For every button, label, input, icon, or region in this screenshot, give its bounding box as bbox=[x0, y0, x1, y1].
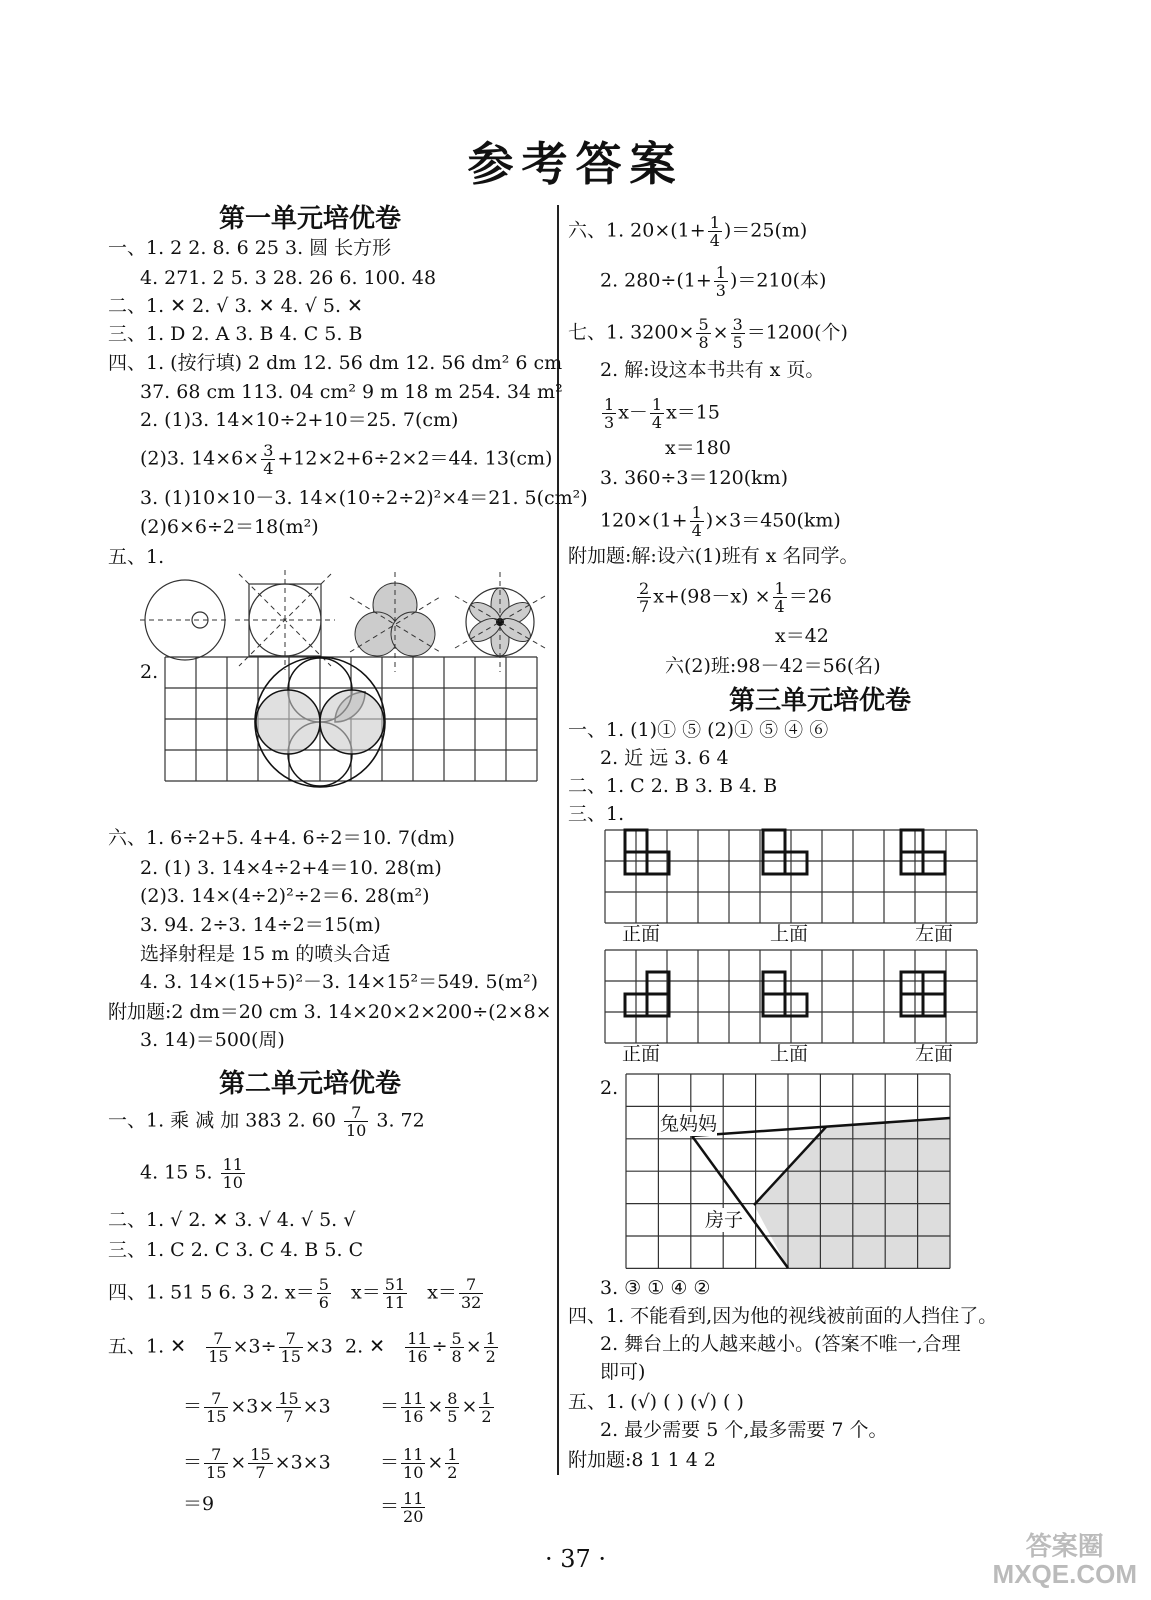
unit1-line: 4. 271. 2 5. 3 28. 26 6. 100. 48 bbox=[140, 267, 437, 289]
denominator: 2 bbox=[481, 1407, 492, 1426]
text: 4. 15 5. bbox=[140, 1161, 213, 1184]
unit1-line: (2)6×6÷2＝18(m²) bbox=[140, 516, 319, 538]
numerator: 5 bbox=[698, 315, 709, 334]
view-label-top: 上面 bbox=[770, 923, 809, 945]
unit2-calc1: ＝9 bbox=[183, 1493, 215, 1515]
text: x＝ bbox=[427, 1281, 457, 1304]
fraction bbox=[445, 1390, 459, 1425]
view-cell bbox=[647, 852, 669, 874]
fraction bbox=[450, 1330, 464, 1365]
numerator: 11 bbox=[403, 1389, 424, 1408]
unit3-line: 即可) bbox=[600, 1361, 646, 1383]
numerator: 1 bbox=[709, 213, 720, 232]
numerator: 3 bbox=[263, 441, 274, 460]
unit3-line: 2. 最少需要 5 个,最多需要 7 个。 bbox=[600, 1419, 888, 1441]
watermark-text: 答案圈 bbox=[1025, 1531, 1104, 1561]
text: 2. ✕ bbox=[345, 1335, 386, 1358]
numerator: 1 bbox=[691, 503, 702, 522]
right-line bbox=[568, 214, 807, 249]
fraction bbox=[650, 396, 664, 431]
denominator: 7 bbox=[639, 597, 650, 616]
numerator: 7 bbox=[204, 1446, 228, 1464]
unit1-line: 4. 3. 14×(15+5)²－3. 14×15²＝549. 5(m²) bbox=[140, 971, 539, 993]
numerator: 2 bbox=[639, 579, 650, 598]
numerator: 3 bbox=[732, 315, 743, 334]
denominator: 8 bbox=[698, 333, 709, 352]
unit1-line: 附加题:2 dm＝20 cm 3. 14×20×2×200÷(2×8× bbox=[108, 1001, 552, 1023]
fraction bbox=[445, 1446, 459, 1481]
unit1-heading: 第一单元培优卷 bbox=[218, 204, 401, 234]
unit2-calc2 bbox=[345, 1330, 500, 1365]
unit2-line bbox=[108, 1104, 425, 1139]
view-label-front: 正面 bbox=[622, 923, 661, 945]
text: x－ bbox=[618, 401, 648, 424]
numerator: 7 bbox=[459, 1276, 483, 1294]
fraction bbox=[383, 1276, 407, 1311]
unit1-line: 3. 94. 2÷3. 14÷2＝15(m) bbox=[140, 914, 381, 936]
unit1-line: 一、1. 2 2. 8. 6 25 3. 圆 长方形 bbox=[108, 237, 392, 259]
fraction bbox=[401, 1390, 425, 1425]
unit1-line: 37. 68 cm 113. 04 cm² 9 m 18 m 254. 34 m² bbox=[140, 381, 563, 403]
unit1-line: 四、1. (按行填) 2 dm 12. 56 dm 12. 56 dm² 6 cm bbox=[108, 352, 563, 374]
view-cell bbox=[923, 972, 945, 994]
unit2-line bbox=[140, 1156, 247, 1191]
text: 一、1. 乘 减 加 383 2. 60 bbox=[108, 1109, 336, 1132]
unit2-line: 二、1. √ 2. ✕ 3. √ 4. √ 5. √ bbox=[108, 1209, 356, 1231]
unit2-line bbox=[108, 1276, 485, 1311]
numerator: 1 bbox=[651, 395, 663, 414]
right-line bbox=[600, 396, 720, 431]
view-cell bbox=[901, 852, 923, 874]
text: 四、1. 51 5 6. 3 2. x＝ bbox=[108, 1281, 315, 1304]
text: × bbox=[461, 1395, 478, 1418]
fraction bbox=[459, 1276, 483, 1311]
fraction bbox=[773, 580, 787, 615]
view-cell bbox=[923, 994, 945, 1016]
text: × bbox=[427, 1395, 444, 1418]
text: 3. 72 bbox=[376, 1109, 425, 1132]
text: × bbox=[712, 321, 729, 344]
unit2-calc1 bbox=[183, 1390, 331, 1425]
denominator: 20 bbox=[403, 1507, 424, 1526]
text: ＝ bbox=[183, 1451, 203, 1474]
views-grid-a bbox=[605, 828, 985, 924]
text: ÷ bbox=[431, 1335, 448, 1358]
denominator: 7 bbox=[283, 1407, 294, 1426]
denominator: 2 bbox=[447, 1463, 458, 1482]
fraction bbox=[479, 1390, 493, 1425]
fraction bbox=[221, 1156, 245, 1191]
denominator: 3 bbox=[604, 413, 615, 432]
unit1-line: 2. (1)3. 14×10÷2+10＝25. 7(cm) bbox=[140, 409, 459, 431]
numerator: 11 bbox=[222, 1155, 243, 1174]
figure-square-circle bbox=[235, 570, 335, 670]
watermark-text: MXQE.COM bbox=[992, 1559, 1137, 1589]
unit1-line: (2)3. 14×(4÷2)²÷2＝6. 28(m²) bbox=[140, 885, 430, 907]
denominator: 15 bbox=[206, 1407, 227, 1426]
page-title: 参考答案 bbox=[467, 137, 684, 191]
denominator: 7 bbox=[255, 1463, 266, 1482]
denominator: 6 bbox=[318, 1293, 329, 1312]
fraction bbox=[602, 396, 616, 431]
denominator: 15 bbox=[280, 1347, 301, 1366]
right-line bbox=[568, 316, 848, 351]
fraction bbox=[484, 1330, 498, 1365]
view-cell bbox=[763, 994, 785, 1016]
denominator: 10 bbox=[403, 1463, 424, 1482]
denominator: 4 bbox=[774, 597, 785, 616]
unit2-heading: 第二单元培优卷 bbox=[218, 1069, 401, 1099]
view-cell bbox=[763, 830, 785, 852]
text: 六、1. 20×(1+ bbox=[568, 219, 706, 242]
text: )＝25(m) bbox=[723, 219, 808, 242]
denominator: 4 bbox=[691, 521, 702, 540]
denominator: 3 bbox=[715, 281, 726, 300]
numerator: 1 bbox=[481, 1389, 492, 1408]
denominator: 8 bbox=[451, 1347, 462, 1366]
text: x+(98－x) × bbox=[653, 585, 771, 608]
unit3-line: 2. 近 远 3. 6 4 bbox=[600, 747, 729, 769]
unit1-line: 3. 14)＝500(周) bbox=[140, 1029, 285, 1051]
unit3-line: 二、1. C 2. B 3. B 4. B bbox=[568, 775, 778, 797]
denominator: 10 bbox=[222, 1173, 243, 1192]
fraction bbox=[279, 1330, 303, 1365]
text: 五、1. ✕ bbox=[108, 1335, 187, 1358]
text: × bbox=[465, 1335, 482, 1358]
denominator: 5 bbox=[732, 333, 743, 352]
numerator: 1 bbox=[485, 1329, 496, 1348]
fraction bbox=[344, 1104, 368, 1139]
fraction bbox=[204, 1390, 228, 1425]
sightline-grid bbox=[626, 1074, 950, 1268]
fraction bbox=[714, 264, 728, 299]
unit1-line: 五、1. bbox=[108, 546, 165, 568]
unit3-line: 五、1. (√) ( ) (√) ( ) bbox=[568, 1391, 744, 1413]
fraction bbox=[248, 1446, 272, 1481]
view-cell bbox=[901, 972, 923, 994]
numerator: 8 bbox=[447, 1389, 458, 1408]
text: )×3＝450(km) bbox=[705, 509, 841, 532]
right-line: 2. 解:设这本书共有 x 页。 bbox=[600, 359, 825, 381]
denominator: 32 bbox=[460, 1293, 482, 1312]
view-cell bbox=[763, 852, 785, 874]
fraction bbox=[708, 214, 722, 249]
numerator: 5 bbox=[318, 1275, 329, 1294]
text: ＝ bbox=[380, 1395, 400, 1418]
denominator: 10 bbox=[345, 1121, 367, 1140]
numerator: 7 bbox=[344, 1104, 368, 1122]
numerator: 11 bbox=[403, 1445, 424, 1464]
fraction bbox=[261, 442, 275, 477]
right-line: 六(2)班:98－42＝56(名) bbox=[665, 655, 881, 677]
unit3-line: 3. ③ ① ④ ② bbox=[600, 1277, 711, 1299]
unit1-line: 二、1. ✕ 2. √ 3. ✕ 4. √ 5. ✕ bbox=[108, 295, 363, 317]
numerator: 51 bbox=[384, 1275, 406, 1294]
fraction bbox=[731, 316, 745, 351]
denominator: 2 bbox=[485, 1347, 496, 1366]
fraction bbox=[690, 504, 704, 539]
unit3-line: 一、1. (1)① ⑤ (2)① ⑤ ④ ⑥ bbox=[568, 719, 829, 741]
text: ×3×3 bbox=[274, 1451, 331, 1474]
numerator: 1 bbox=[774, 579, 785, 598]
fraction bbox=[401, 1446, 425, 1481]
numerator: 7 bbox=[279, 1330, 303, 1348]
unit3-line: 2. 舞台上的人越来越小。(答案不唯一,合理 bbox=[600, 1333, 961, 1355]
view-cell bbox=[901, 830, 923, 852]
numerator: 11 bbox=[407, 1329, 428, 1348]
fraction bbox=[637, 580, 651, 615]
text: ×3× bbox=[230, 1395, 275, 1418]
right-line: 3. 360÷3＝120(km) bbox=[600, 467, 789, 489]
text: ×3÷ bbox=[232, 1335, 277, 1358]
fraction bbox=[317, 1276, 331, 1311]
fraction bbox=[206, 1330, 230, 1365]
unit3-line: 附加题:8 1 1 4 2 bbox=[568, 1449, 717, 1471]
figure-grid-circles bbox=[165, 657, 540, 787]
numerator: 11 bbox=[403, 1489, 424, 1508]
view-cell bbox=[901, 994, 923, 1016]
right-line bbox=[635, 580, 832, 615]
figure-circle-small-circle bbox=[140, 575, 230, 665]
unit2-calc2 bbox=[380, 1490, 427, 1525]
unit1-line: 3. (1)10×10－3. 14×(10÷2÷2)²×4＝21. 5(cm²) bbox=[140, 487, 588, 509]
fraction bbox=[696, 316, 710, 351]
denominator: 5 bbox=[447, 1407, 458, 1426]
fraction bbox=[401, 1490, 425, 1525]
unit1-line: 2. (1) 3. 14×4÷2+4＝10. 28(m) bbox=[140, 857, 442, 879]
unit1-line: 2. bbox=[140, 661, 159, 683]
fraction bbox=[276, 1390, 300, 1425]
denominator: 15 bbox=[206, 1463, 227, 1482]
view-label-left: 左面 bbox=[915, 923, 954, 945]
denominator: 16 bbox=[403, 1407, 424, 1426]
views-grid-b bbox=[605, 948, 985, 1044]
denominator: 4 bbox=[651, 413, 663, 432]
denominator: 11 bbox=[384, 1293, 406, 1312]
unit2-calc1 bbox=[108, 1330, 333, 1365]
view-cell bbox=[923, 852, 945, 874]
numerator: 5 bbox=[451, 1329, 462, 1348]
text: × bbox=[427, 1451, 444, 1474]
unit3-line: 2. bbox=[600, 1077, 619, 1099]
text: x＝ bbox=[351, 1281, 381, 1304]
text: ×3 bbox=[302, 1395, 331, 1418]
text: x＝15 bbox=[666, 401, 720, 424]
text: ＝ bbox=[380, 1451, 400, 1474]
right-line: x＝180 bbox=[665, 437, 731, 459]
label-rabbit-mother: 兔妈妈 bbox=[660, 1113, 718, 1135]
text: ＝ bbox=[183, 1395, 203, 1418]
watermark bbox=[993, 1532, 1137, 1588]
view-label-front: 正面 bbox=[622, 1043, 661, 1065]
unit1-line: 选择射程是 15 m 的喷头合适 bbox=[140, 943, 391, 965]
text: ＝26 bbox=[788, 585, 832, 608]
text: +12×2+6÷2×2＝44. 13(cm) bbox=[277, 447, 553, 470]
right-line: x＝42 bbox=[775, 625, 829, 647]
text: ＝1200(个) bbox=[746, 321, 848, 344]
text: ＝ bbox=[380, 1495, 400, 1518]
view-label-left: 左面 bbox=[915, 1043, 954, 1065]
view-label-top: 上面 bbox=[770, 1043, 809, 1065]
denominator: 15 bbox=[208, 1347, 229, 1366]
denominator: 4 bbox=[263, 459, 274, 478]
right-line: 附加题:解:设六(1)班有 x 名同学。 bbox=[568, 545, 859, 567]
view-cell bbox=[647, 994, 669, 1016]
numerator: 7 bbox=[204, 1390, 228, 1408]
numerator: 1 bbox=[447, 1445, 458, 1464]
text: 2. 280÷(1+ bbox=[600, 269, 712, 292]
fraction bbox=[405, 1330, 429, 1365]
unit3-line: 四、1. 不能看到,因为他的视线被前面的人挡住了。 bbox=[568, 1305, 998, 1327]
label-house: 房子 bbox=[705, 1209, 744, 1231]
right-line bbox=[600, 264, 826, 299]
unit1-line: 三、1. D 2. A 3. B 4. C 5. B bbox=[108, 323, 363, 345]
text: 120×(1+ bbox=[600, 509, 688, 532]
unit2-line: 三、1. C 2. C 3. C 4. B 5. C bbox=[108, 1239, 364, 1261]
text: (2)3. 14×6× bbox=[140, 447, 260, 470]
numerator: 1 bbox=[604, 395, 615, 414]
view-cell bbox=[647, 972, 669, 994]
denominator: 16 bbox=[407, 1347, 428, 1366]
text: )＝210(本) bbox=[729, 269, 827, 292]
view-cell bbox=[785, 994, 807, 1016]
fraction bbox=[204, 1446, 228, 1481]
page-number: · 37 · bbox=[544, 1545, 607, 1573]
numerator: 15 bbox=[250, 1445, 271, 1464]
unit1-line bbox=[140, 442, 552, 477]
view-cell bbox=[785, 852, 807, 874]
numerator: 15 bbox=[278, 1389, 299, 1408]
right-line bbox=[600, 504, 841, 539]
text: 七、1. 3200× bbox=[568, 321, 695, 344]
unit3-heading: 第三单元培优卷 bbox=[728, 686, 911, 716]
unit1-line: 六、1. 6÷2+5. 4+4. 6÷2＝10. 7(dm) bbox=[108, 827, 455, 849]
unit2-calc2 bbox=[380, 1390, 496, 1425]
unit2-calc1 bbox=[183, 1446, 331, 1481]
text: × bbox=[230, 1451, 247, 1474]
unit2-calc2 bbox=[380, 1446, 461, 1481]
view-cell bbox=[763, 972, 785, 994]
numerator: 7 bbox=[206, 1330, 230, 1348]
denominator: 4 bbox=[709, 231, 720, 250]
numerator: 1 bbox=[715, 263, 726, 282]
text: ×3 bbox=[304, 1335, 333, 1358]
unit3-line: 三、1. bbox=[568, 803, 625, 825]
